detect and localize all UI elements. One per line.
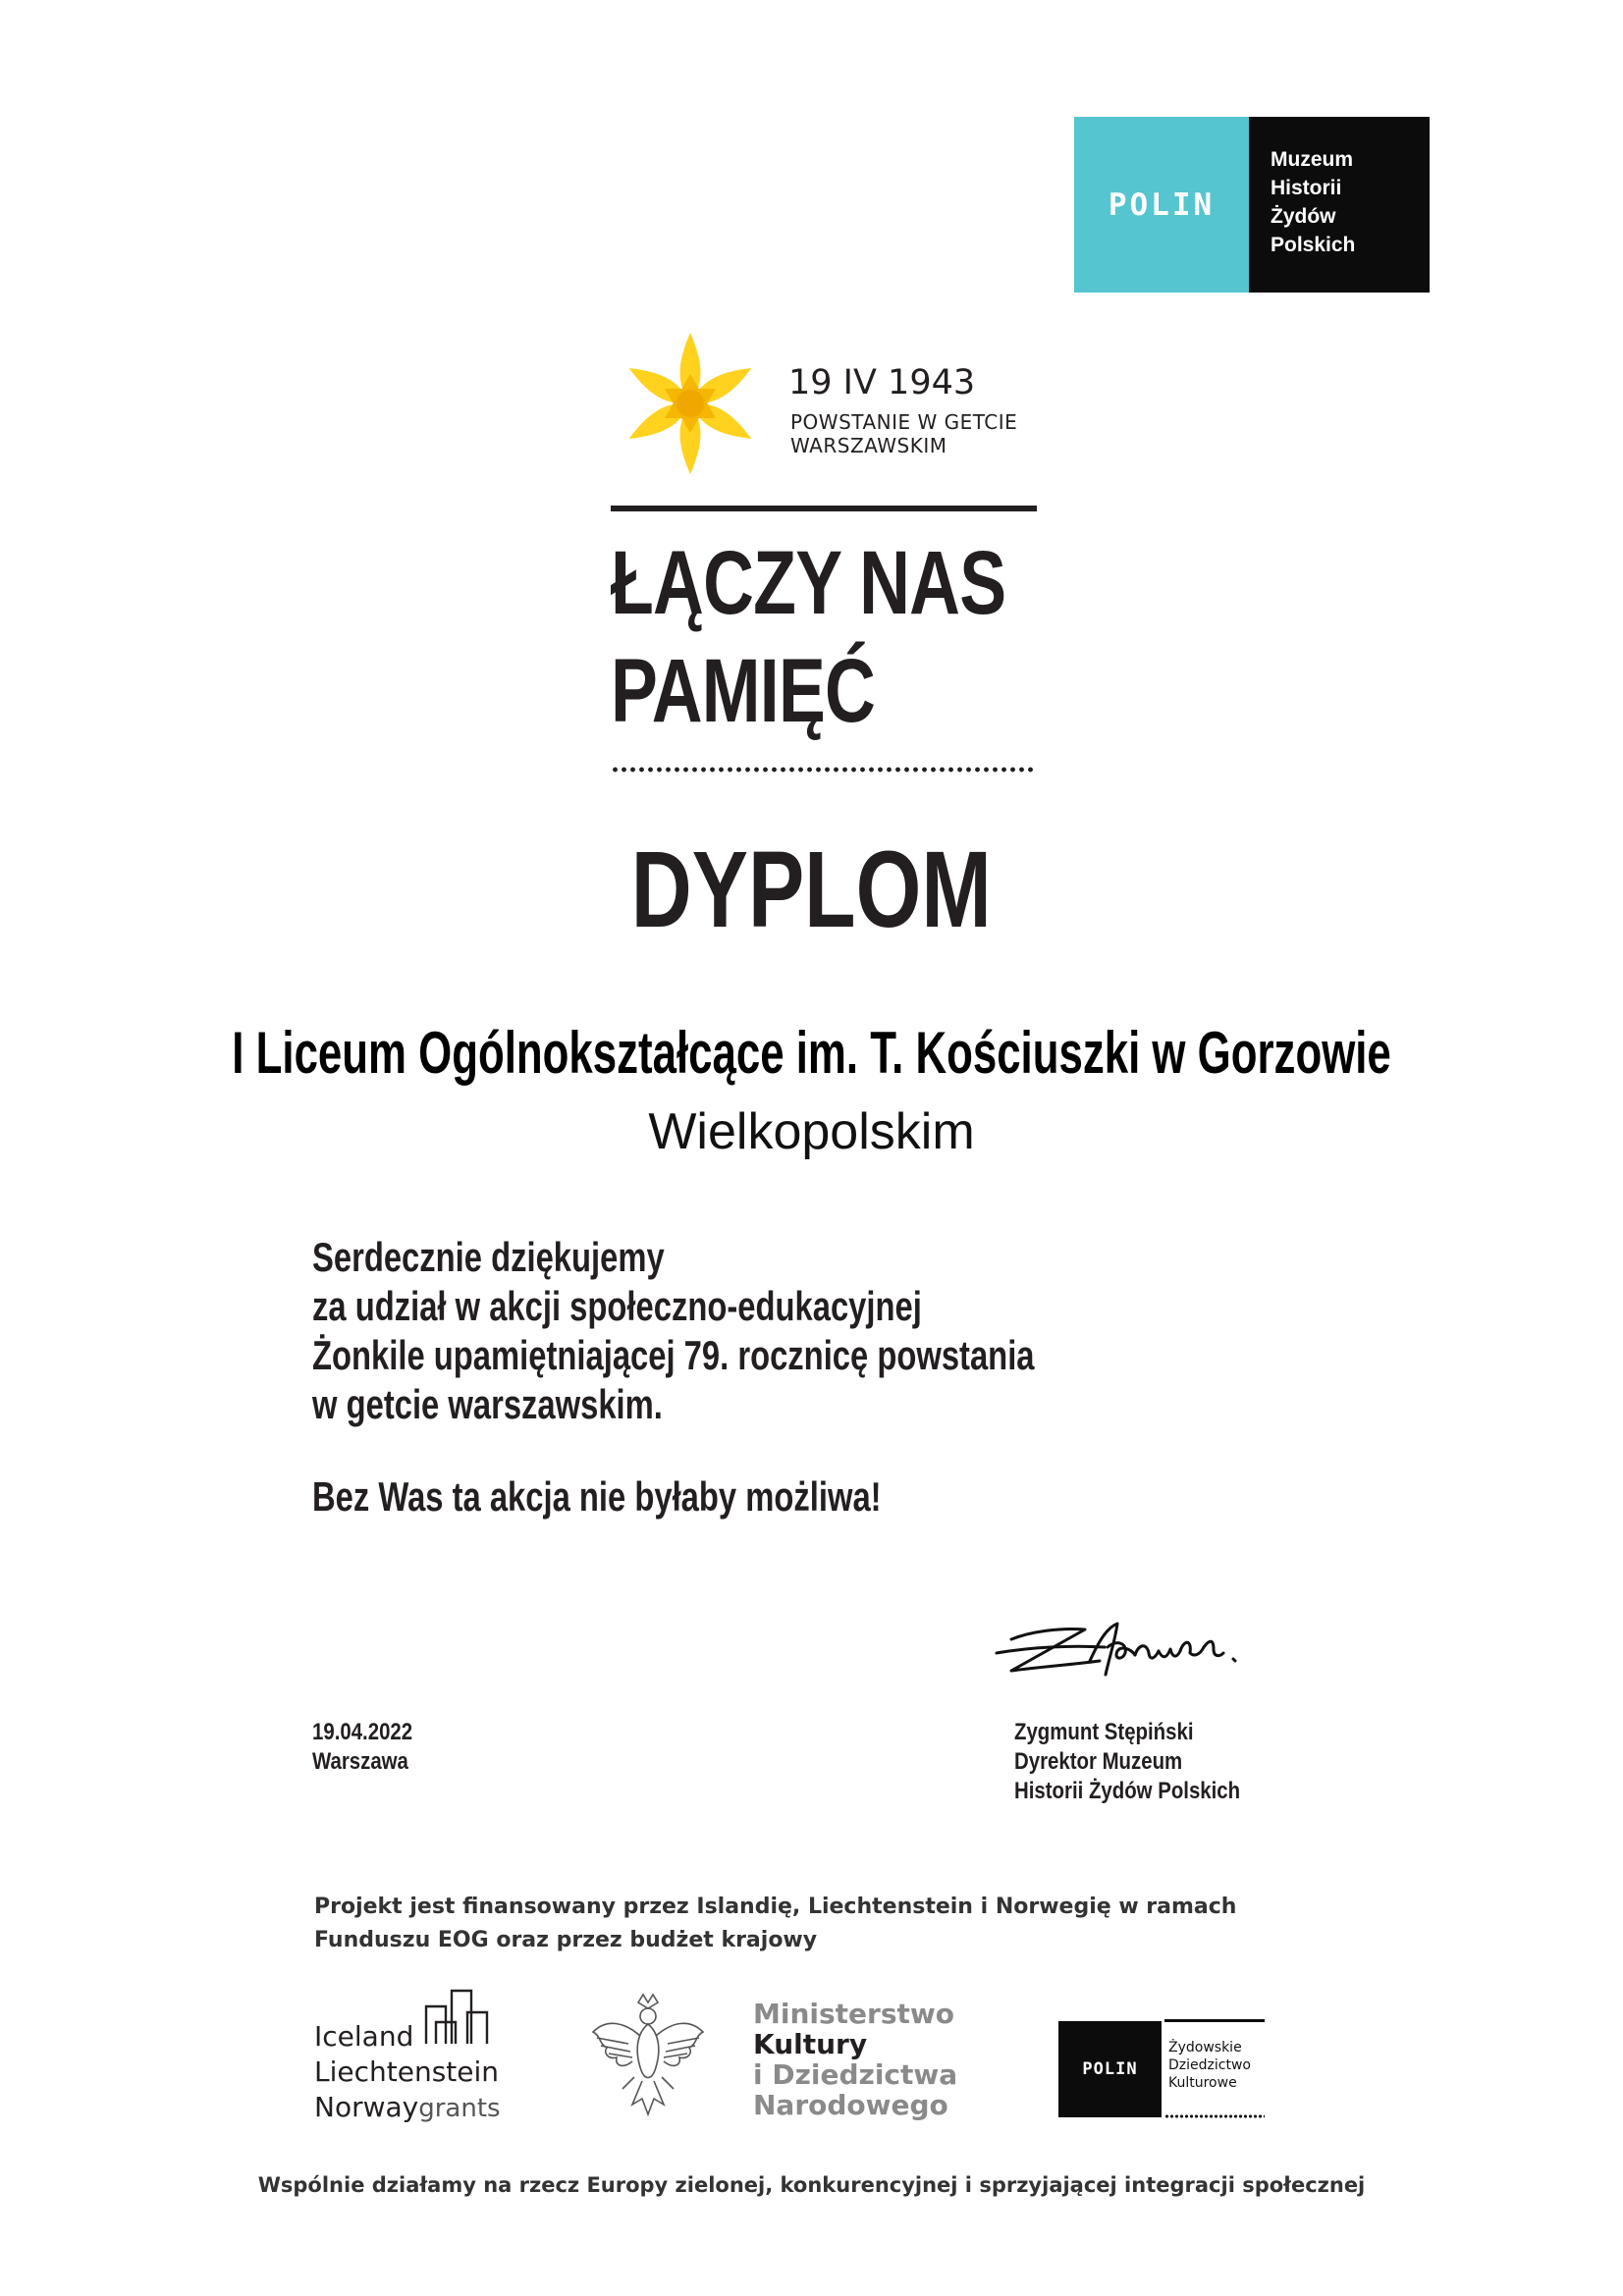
eea-iceland: Iceland: [314, 2020, 414, 2053]
issue-date: 19.04.2022: [312, 1719, 413, 1745]
polin-logo-line-4: Polskich: [1271, 234, 1356, 256]
eea-grants-logo: [314, 1985, 511, 2127]
polin-logo-line-3: Żydów: [1271, 205, 1336, 228]
polin-logo-text-block: [1249, 117, 1430, 293]
polin-logo-line-2: Historii: [1271, 177, 1342, 199]
diploma-title: DYPLOM: [630, 829, 993, 950]
slogan-dotted-rule: [611, 767, 1037, 773]
message-closing: Bez Was ta akcja nie byłaby możliwa!: [312, 1473, 882, 1520]
polin-heritage-dotted-rule: [1164, 2114, 1265, 2118]
campaign-line-2: WARSZAWSKIM: [790, 434, 947, 457]
eea-liechtenstein: Liechtenstein: [314, 2056, 500, 2088]
campaign-line-1: POWSTANIE W GETCIE: [790, 410, 1018, 434]
recipient-line-2: Wielkopolskim: [648, 1103, 975, 1160]
polish-eagle-icon: [589, 1993, 707, 2126]
message-line-2: za udział w akcji społeczno-edukacyjnej: [312, 1283, 922, 1329]
polin-logo-line-1: Muzeum: [1271, 148, 1353, 171]
polin-heritage-brand-block: [1058, 2021, 1162, 2117]
recipient-line-1: I Liceum Ogólnokształcące im. T. Kościuszki w Gorzowie: [232, 1020, 1391, 1086]
polin-heritage-logo: [1058, 2015, 1265, 2123]
eea-bars-icon: [424, 1987, 509, 2046]
ministry-line-2: Kultury: [753, 2028, 868, 2060]
polin-logo-brand: POLIN: [1108, 187, 1216, 223]
polin-heritage-brand: POLIN: [1082, 2059, 1138, 2079]
polin-logo-brand-block: [1074, 117, 1249, 293]
funding-line-2: Funduszu EOG oraz przez budżet krajowy: [314, 1928, 818, 1952]
slogan-line-1: ŁĄCZY NAS: [611, 533, 1006, 633]
signatory-role-1: Dyrektor Muzeum: [1014, 1748, 1183, 1775]
polin-heritage-top-rule: [1164, 2019, 1265, 2022]
campaign-date: 19 IV 1943: [788, 363, 976, 402]
issue-place: Warszawa: [312, 1748, 408, 1775]
ministry-line-4: Narodowego: [753, 2089, 948, 2121]
funding-line-1: Projekt jest finansowany przez Islandię, Liechtenstein i Norwegię w ramach: [314, 1895, 1237, 1919]
polin-heritage-line-2: Dziedzictwo: [1168, 2057, 1251, 2073]
ministry-line-1: Ministerstwo: [753, 1998, 954, 2030]
signatory-role-2: Historii Żydów Polskich: [1014, 1778, 1241, 1804]
message-line-1: Serdecznie dziękujemy: [312, 1234, 665, 1280]
polin-heritage-line-1: Żydowskie: [1168, 2040, 1242, 2056]
eea-norway-grants: Norwaygrants: [314, 2091, 501, 2123]
message-line-3: Żonkile upamiętniającej 79. rocznicę powstania: [312, 1332, 1035, 1378]
daffodil-icon: [617, 330, 764, 477]
ministry-line-3: i Dziedzictwa: [753, 2058, 958, 2091]
polin-museum-logo: [1074, 117, 1430, 293]
message-line-4: w getcie warszawskim.: [312, 1381, 663, 1427]
handwritten-signature: [992, 1610, 1267, 1688]
footer-tagline: Wspólnie działamy na rzecz Europy zielonej, konkurencyjnej i sprzyjającej integracji społecznej: [257, 2173, 1366, 2197]
slogan-line-2: PAMIĘĆ: [611, 641, 876, 741]
signatory-name: Zygmunt Stępiński: [1014, 1719, 1194, 1745]
slogan-top-rule: [611, 506, 1037, 511]
polin-heritage-line-3: Kulturowe: [1168, 2075, 1237, 2091]
